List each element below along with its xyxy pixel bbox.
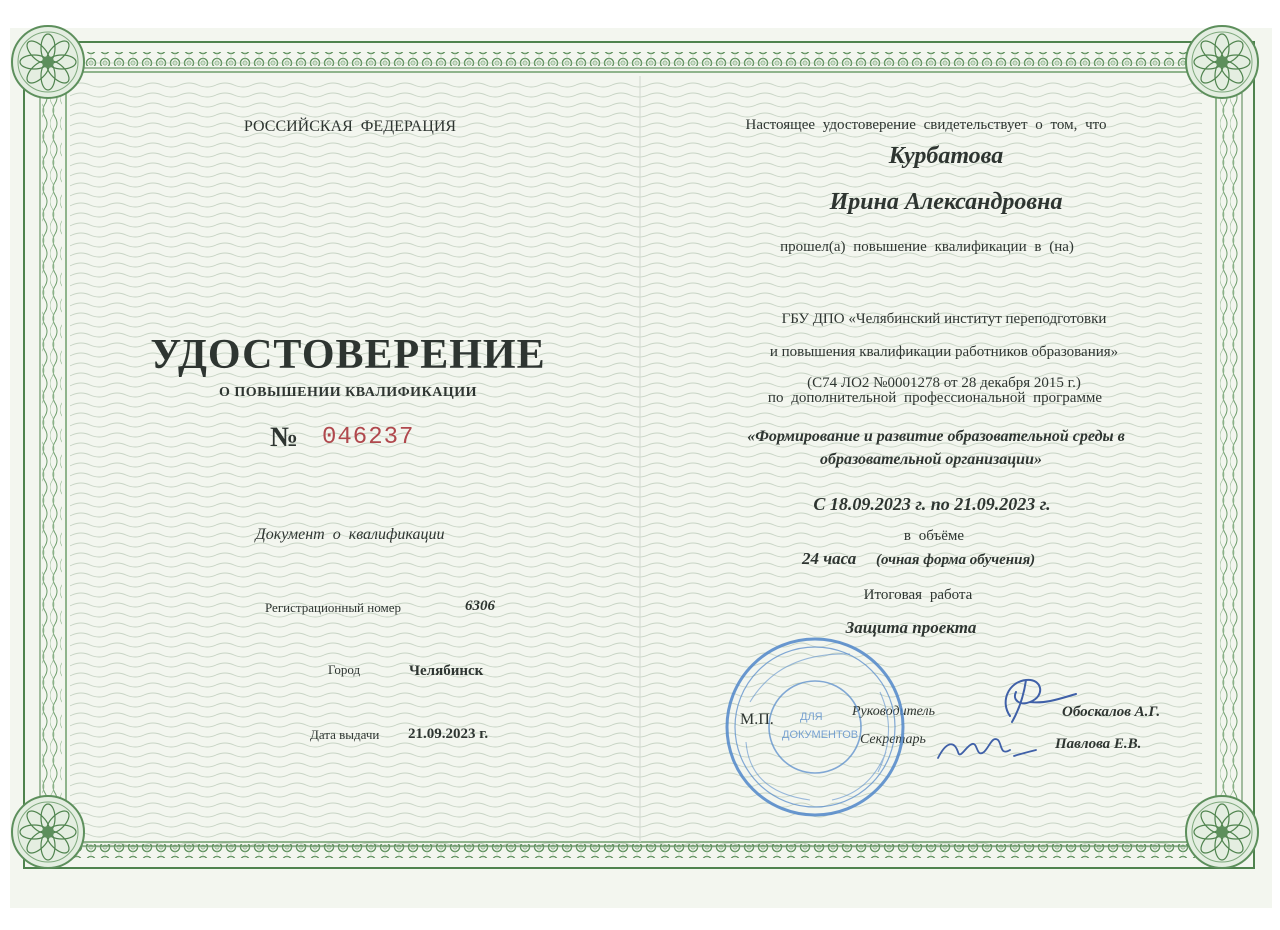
rosette-icon-bottom-left bbox=[12, 796, 84, 868]
volume-label: в объёме bbox=[903, 528, 965, 544]
training-hours: 24 часа bbox=[802, 549, 857, 568]
secretary-signature bbox=[932, 728, 1042, 768]
training-form: (очная форма обучения) bbox=[876, 552, 1036, 568]
registration-number-value: 6306 bbox=[465, 598, 495, 614]
program-title-line-2: образовательной организации» bbox=[820, 451, 1042, 468]
svg-text:ДЛЯ: ДЛЯ bbox=[800, 711, 823, 723]
official-stamp bbox=[720, 632, 910, 822]
document-type: Документ о квалификации bbox=[255, 526, 445, 543]
director-label: Руководитель bbox=[852, 704, 936, 719]
training-dates: С 18.09.2023 г. по 21.09.2023 г. bbox=[813, 494, 1051, 514]
svg-text:ДОКУМЕНТОВ: ДОКУМЕНТОВ bbox=[782, 729, 859, 741]
program-intro: по дополнительной профессиональной программе bbox=[767, 390, 1103, 406]
intro-text: Настоящее удостоверение свидетельствует о том, что bbox=[745, 117, 1107, 133]
final-work-label: Итоговая работа bbox=[863, 587, 973, 603]
city-value: Челябинск bbox=[409, 663, 484, 679]
secretary-label: Секретарь bbox=[860, 732, 926, 747]
rosette-icon-bottom-right bbox=[1186, 796, 1258, 868]
rosette-icon-top-left bbox=[12, 26, 84, 98]
number-sign: № bbox=[270, 422, 299, 453]
final-work-value: Защита проекта bbox=[845, 618, 977, 637]
organization-line-1: ГБУ ДПО «Челябинский институт переподготовки bbox=[781, 311, 1107, 327]
registration-number-label: Регистрационный номер bbox=[265, 600, 401, 615]
license-text: (С74 ЛО2 №0001278 от 28 декабря 2015 г.) bbox=[807, 375, 1081, 391]
director-name: Обоскалов А.Г. bbox=[1062, 704, 1161, 720]
director-signature bbox=[990, 672, 1080, 728]
secretary-name: Павлова Е.В. bbox=[1055, 736, 1142, 752]
certificate-number: 046237 bbox=[322, 424, 415, 451]
recipient-given-names: Ирина Александровна bbox=[829, 189, 1063, 215]
rosette-icon-top-right bbox=[1186, 26, 1258, 98]
country-label: РОССИЙСКАЯ ФЕДЕРАЦИЯ bbox=[243, 118, 457, 135]
program-title-line-1: «Формирование и развитие образовательной среды в bbox=[747, 428, 1125, 445]
recipient-surname: Курбатова bbox=[888, 143, 1004, 169]
passed-training-text: прошел(а) повышение квалификации в (на) bbox=[780, 239, 1074, 255]
certificate-title: УДОСТОВЕРЕНИЕ bbox=[150, 332, 546, 378]
city-label: Город bbox=[328, 662, 361, 677]
issue-date-value: 21.09.2023 г. bbox=[408, 726, 489, 742]
organization-line-2: и повышения квалификации работников образования» bbox=[769, 344, 1119, 360]
issue-date-label: Дата выдачи bbox=[310, 727, 380, 742]
certificate-subtitle: О ПОВЫШЕНИИ КВАЛИФИКАЦИИ bbox=[218, 385, 478, 400]
seal-place-label: М.П. bbox=[740, 711, 774, 728]
